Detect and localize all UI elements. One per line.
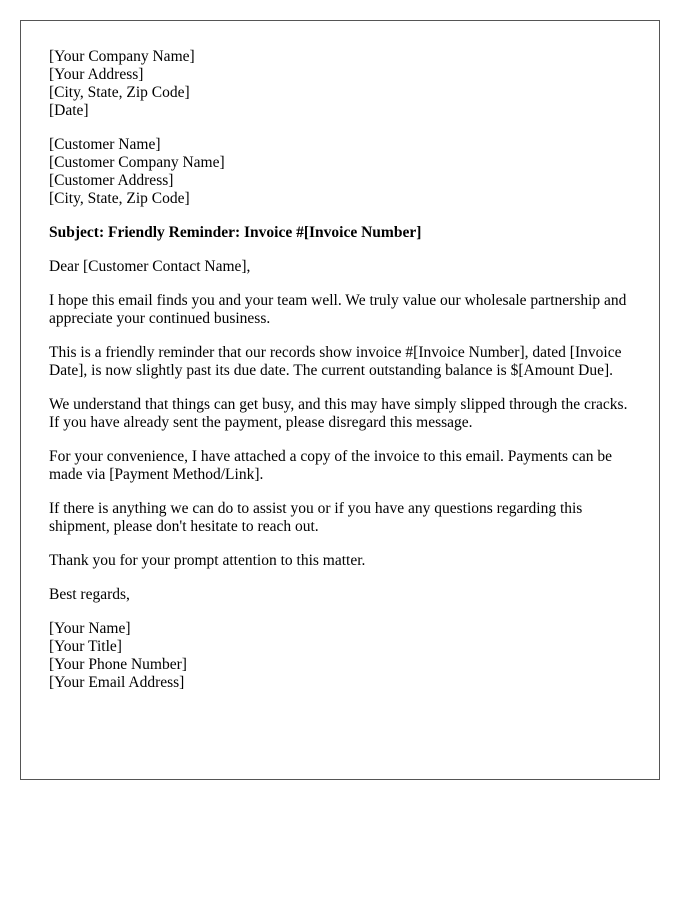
recipient-name: [Customer Name]: [49, 136, 161, 153]
signature-phone: [Your Phone Number]: [49, 656, 187, 673]
closing: Best regards,: [49, 586, 130, 603]
body-paragraph-6: Thank you for your prompt attention to this matter.: [49, 552, 366, 569]
recipient-address: [Customer Address]: [49, 172, 174, 189]
letter-document: [20, 20, 660, 780]
body-paragraph-3: We understand that things can get busy, and this may have simply slipped through the cracks. If you have already sent the payment, please disregard this message.: [49, 396, 628, 431]
letter-date: [Date]: [49, 102, 89, 119]
subject-line: Subject: Friendly Reminder: Invoice #[Invoice Number]: [49, 224, 422, 241]
body-paragraph-2: This is a friendly reminder that our records show invoice #[Invoice Number], dated [Invoice Date], is now slightly past its due date. The current outstanding balance is $[Amount Due].: [49, 344, 622, 379]
sender-address: [Your Address]: [49, 66, 144, 83]
signature-title: [Your Title]: [49, 638, 122, 655]
body-paragraph-4: For your convenience, I have attached a copy of the invoice to this email. Payments can be made via [Payment Method/Link].: [49, 448, 612, 483]
salutation: Dear [Customer Contact Name],: [49, 258, 251, 275]
body-paragraph-1: I hope this email finds you and your team well. We truly value our wholesale partnership and appreciate your continued business.: [49, 292, 627, 327]
body-paragraph-5: If there is anything we can do to assist you or if you have any questions regarding this shipment, please don't hesitate to reach out.: [49, 500, 583, 535]
sender-city-state-zip: [City, State, Zip Code]: [49, 84, 190, 101]
signature-block: [49, 620, 631, 692]
recipient-block: [49, 136, 631, 208]
recipient-company-name: [Customer Company Name]: [49, 154, 225, 171]
sender-block: [49, 48, 631, 120]
sender-company-name: [Your Company Name]: [49, 48, 195, 65]
signature-name: [Your Name]: [49, 620, 131, 637]
recipient-city-state-zip: [City, State, Zip Code]: [49, 190, 190, 207]
signature-email: [Your Email Address]: [49, 674, 185, 691]
